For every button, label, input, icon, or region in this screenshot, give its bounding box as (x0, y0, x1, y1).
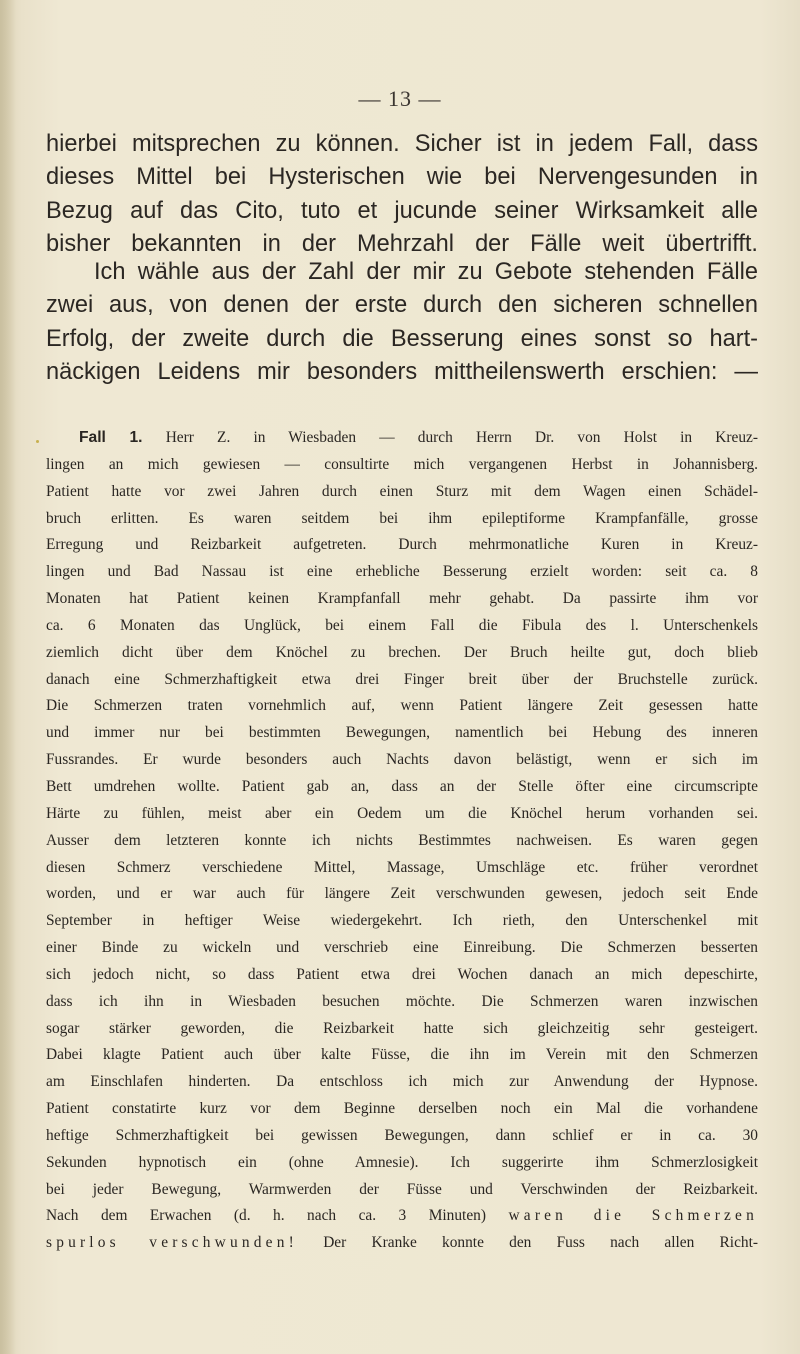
text-line: lingen an mich gewiesen — consultirte mich vergangenen Herbst in Johannisberg. (46, 455, 758, 473)
paragraph-intro (46, 128, 758, 261)
emphasized-text: waren die Schmerzen (508, 1207, 758, 1225)
text-line: Patient constatirte kurz vor dem Beginne derselben noch ein Mal die vorhandene (46, 1100, 758, 1118)
text-line: Ich wähle aus der Zahl der mir zu Gebote stehenden Fälle (94, 259, 758, 285)
text-line: Ausser dem letzteren konnte ich nichts Bestimmtes nachweisen. Es waren gegen (46, 831, 758, 849)
text-fragment: Herr Z. in Wiesbaden — durch Herrn Dr. von Holst in Kreuz- (165, 429, 758, 446)
text-line (46, 1230, 758, 1257)
text-line: Dabei klagte Patient auch über kalte Füsse, die ihn im Verein mit den Schmerzen (46, 1046, 758, 1064)
text-line: danach eine Schmerzhaftigkeit etwa drei Finger breit über der Bruchstelle zurück. (46, 670, 758, 688)
text-line: ca. 6 Monaten das Unglück, bei einem Fall die Fibula des l. Unterschenkels (46, 616, 758, 634)
text-line: Erregung und Reizbarkeit aufgetreten. Durch mehrmonatliche Kuren in Kreuz- (46, 536, 758, 554)
case-label: Fall 1. (79, 429, 143, 446)
text-fragment: Nach dem Erwachen (d. h. nach ca. 3 Minuten) (46, 1207, 486, 1225)
text-line: bei jeder Bewegung, Warmwerden der Füsse und Verschwinden der Reizbarkeit. (46, 1180, 758, 1198)
text-line: zwei aus, von denen der erste durch den sicheren schnellen (46, 292, 758, 319)
text-line: Bett umdrehen wollte. Patient gab an, dass an der Stelle öfter eine circumscripte (46, 777, 758, 795)
text-line: am Einschlafen hinderten. Da entschloss ich mich zur Anwendung der Hypnose. (46, 1073, 758, 1091)
text-line: und immer nur bei bestimmten Bewegungen, namentlich bei Hebung des inneren (46, 724, 758, 742)
page-gutter-shadow (0, 0, 16, 1354)
text-line: diesen Schmerz verschiedene Mittel, Massage, Umschläge etc. früher verordnet (46, 858, 758, 876)
text-line: dieses Mittel bei Hysterischen wie bei Nervengesunden in (46, 164, 758, 191)
text-line: September in heftiger Weise wiedergekehrt. Ich rieth, den Unterschenkel mit (46, 912, 758, 930)
text-line: dass ich ihn in Wiesbaden besuchen möchte. Die Schmerzen waren inzwischen (46, 992, 758, 1010)
text-line: Monaten hat Patient keinen Krampfanfall mehr gehabt. Da passirte ihm vor (46, 590, 758, 608)
text-line: worden, und er war auch für längere Zeit verschwunden gewesen, jedoch seit Ende (46, 885, 758, 903)
text-line: Die Schmerzen traten vornehmlich auf, wenn Patient längere Zeit gesessen hatte (46, 697, 758, 715)
text-line: sich jedoch nicht, so dass Patient etwa drei Wochen danach an mich depeschirte, (46, 965, 758, 983)
text-line (46, 1203, 758, 1230)
text-line: bruch erlitten. Es waren seitdem bei ihm epileptiforme Krampfanfälle, grosse (46, 509, 758, 527)
text-line: Sekunden hypnotisch ein (ohne Amnesie). Ich suggerirte ihm Schmerzlosigkeit (46, 1153, 758, 1171)
text-line: Fussrandes. Er wurde besonders auch Nachts davon belästigt, wenn er sich im (46, 751, 758, 769)
text-line: einer Binde zu wickeln und verschrieb eine Einreibung. Die Schmerzen besserten (46, 939, 758, 957)
case-report-1 (46, 425, 758, 1257)
page-number: — 13 — (358, 86, 442, 111)
paper-speck (36, 440, 39, 443)
case-first-line (46, 425, 758, 452)
emphasized-text: spurlos verschwunden! (46, 1234, 298, 1252)
text-line: hierbei mitsprechen zu können. Sicher ist in jedem Fall, dass (46, 131, 758, 157)
text-line: Erfolg, der zweite durch die Besserung eines sonst so hart- (46, 325, 758, 352)
text-line: sogar stärker geworden, die Reizbarkeit hatte sich gleichzeitig sehr gesteigert. (46, 1019, 758, 1037)
paragraph-case-selection (46, 256, 758, 389)
text-fragment: Der Kranke konnte den Fuss nach allen Richt- (323, 1234, 758, 1252)
text-line: heftige Schmerzhaftigkeit bei gewissen Bewegungen, dann schlief er in ca. 30 (46, 1126, 758, 1144)
text-line: ziemlich dicht über dem Knöchel zu brechen. Der Bruch heilte gut, doch blieb (46, 643, 758, 661)
text-line: näckigen Leidens mir besonders mittheilenswerth erschien: — (46, 358, 758, 385)
text-line: lingen und Bad Nassau ist eine erhebliche Besserung erzielt worden: seit ca. 8 (46, 563, 758, 581)
text-line: Patient hatte vor zwei Jahren durch einen Sturz mit dem Wagen einen Schädel- (46, 482, 758, 500)
text-line: Bezug auf das Cito, tuto et jucunde seiner Wirksamkeit alle (46, 197, 758, 224)
text-line: bisher bekannten in der Mehrzahl der Fälle weit übertrifft. (46, 230, 758, 257)
text-line: Härte zu fühlen, meist aber ein Oedem um die Knöchel herum vorhanden sei. (46, 804, 758, 822)
